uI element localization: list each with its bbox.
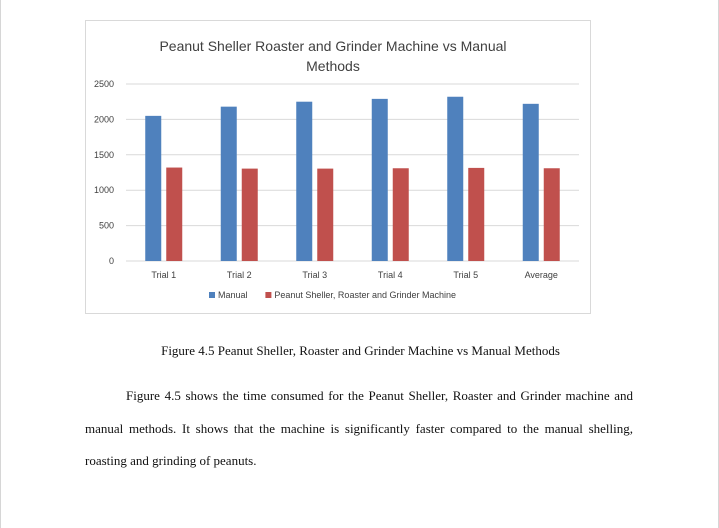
legend-label-2: Peanut Sheller, Roaster and Grinder Machine [274,290,457,300]
chart-title-line-2: Methods [306,58,360,74]
bar-manual-1 [145,116,161,261]
y-tick-label-1000: 1000 [93,185,114,196]
bar-machine-2 [242,169,258,261]
bar-manual-3 [296,102,312,261]
legend [209,290,456,300]
bar-manual-5 [447,97,463,261]
body-paragraph: Figure 4.5 shows the time consumed for the Peanut Sheller, Roaster and Grinder machine and manual methods. It shows that the machine is significantly faster compared to the manual shelling, roasting and grinding of peanuts. [85,388,633,468]
bar-machine-1 [166,168,182,261]
chart-container [85,20,591,314]
y-axis-ticks [94,79,114,266]
bar-machine-3 [317,169,333,261]
bar-machine-5 [468,168,484,261]
bar-manual-6 [523,104,539,261]
y-tick-label-2000: 2000 [93,114,114,125]
chart-title-line-1: Peanut Sheller Roaster and Grinder Machine vs Manual [159,38,507,54]
y-tick-label-1500: 1500 [93,149,114,160]
y-tick-label-500: 500 [98,220,114,231]
bar-manual-4 [372,99,388,261]
x-tick-label-3: Trial 3 [302,270,328,280]
bar-manual-2 [221,107,237,261]
figure-caption: Figure 4.5 Peanut Sheller, Roaster and Grinder Machine vs Manual Methods [161,343,560,358]
x-tick-label-6: Average [524,270,558,280]
bar-chart [86,21,592,315]
x-tick-label-5: Trial 5 [453,270,479,280]
x-tick-label-1: Trial 1 [151,270,177,280]
gridlines [126,84,579,261]
bar-machine-4 [393,168,409,261]
bars [145,97,560,261]
legend-swatch-2 [265,292,271,298]
x-tick-label-4: Trial 4 [377,270,403,280]
y-tick-label-0: 0 [108,256,114,266]
x-axis-ticks [151,270,558,280]
legend-swatch-1 [209,292,215,298]
bar-machine-6 [544,168,560,261]
y-tick-label-2500: 2500 [93,79,114,89]
x-tick-label-2: Trial 2 [226,270,252,280]
legend-label-1: Manual [218,290,248,300]
